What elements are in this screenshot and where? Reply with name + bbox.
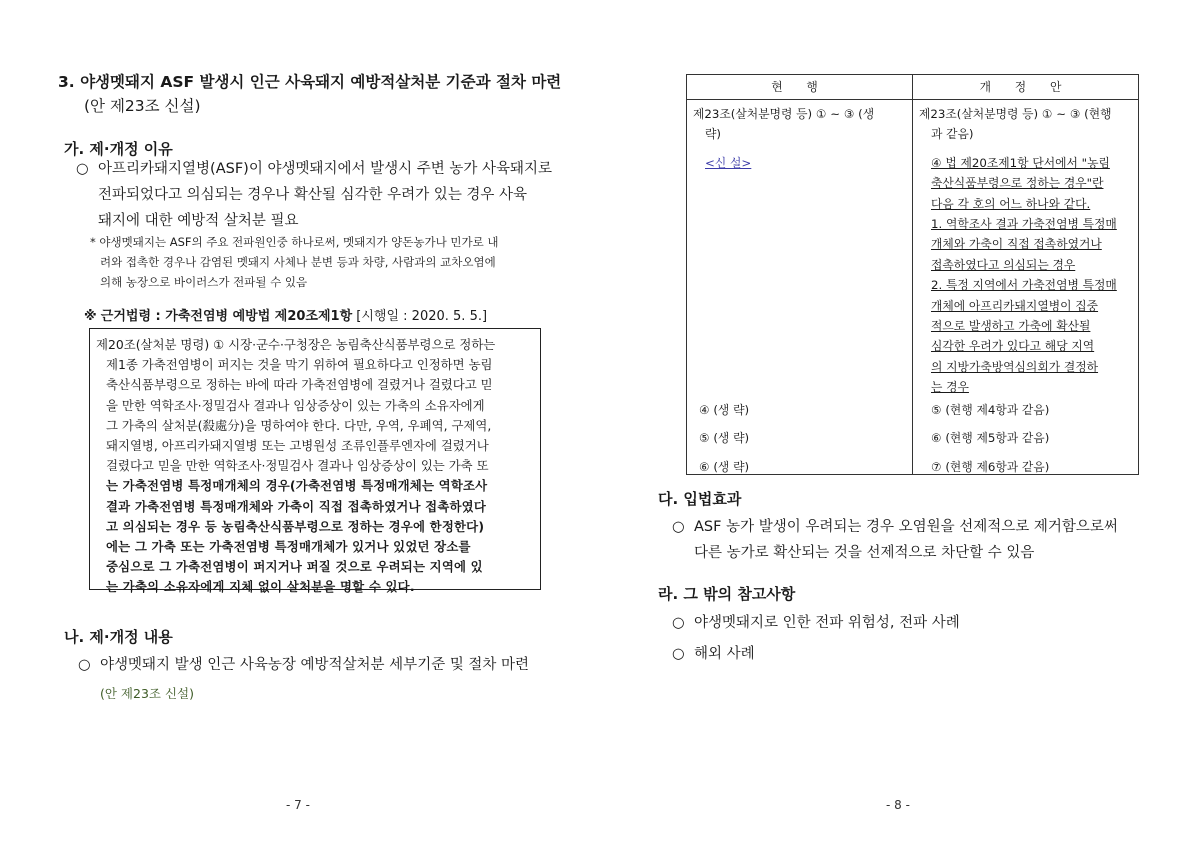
current-line: ⑥ (생 략)	[699, 459, 750, 474]
revised-line: 는 경우	[931, 380, 969, 395]
current-line: ④ (생 략)	[699, 403, 750, 417]
revised-line: 개체와 가축이 직접 접촉하였거나	[931, 237, 1102, 252]
legal-basis	[84, 305, 487, 324]
current-line: 략)	[705, 127, 721, 142]
current-line: 제23조(살처분명령 등) ① ~ ③ (생	[693, 107, 875, 121]
table-header-row	[687, 75, 1139, 100]
revised-line: 심각한 우려가 있다고 해당 지역	[931, 339, 1095, 354]
reference-mark: ※	[84, 309, 97, 324]
revised-line: 접촉하였다고 의심되는 경우	[931, 257, 1076, 272]
law-line: 제1종 가축전염병이 퍼지는 것을 막기 위하여 필요하다고 인정하면 농림	[106, 357, 493, 373]
revised-line: 적으로 발생하고 가축에 확산될	[931, 319, 1091, 334]
revised-line: 과 같음)	[931, 127, 974, 142]
page-number: - 7 -	[286, 798, 310, 812]
content-heading: 나. 제·개정 내용	[64, 628, 173, 646]
law-text-box	[89, 328, 541, 595]
table-row	[687, 100, 1139, 475]
content-bullet	[78, 652, 568, 678]
header-revised: 개 정 안	[913, 75, 1139, 100]
revised-line: 2. 특정 지역에서 가축전염병 특정매	[931, 278, 1117, 293]
bullet-mark: ○	[672, 646, 685, 662]
law-line-bold: 는 가축의 소유자에게 지체 없이 살처분을 명할 수 있다.	[106, 579, 415, 595]
bullet-mark: ○	[672, 615, 685, 631]
content-sub: (안 제23조 신설)	[100, 686, 194, 701]
reference-item-text: 야생멧돼지로 인한 전파 위험성, 전파 사례	[694, 615, 960, 631]
law-line-bold: 중심으로 그 가축전염병이 퍼지거나 퍼질 것으로 우려되는 지역에 있	[106, 559, 483, 575]
reason-line-2: 전파되었다고 의심되는 경우나 확산될 심각한 우려가 있는 경우 사육	[98, 187, 528, 203]
revised-line: ⑥ (현행 제5항과 같음)	[931, 431, 1050, 446]
law-line: 축산식품부령으로 정하는 바에 따라 가축전염병에 걸렸거나 걸렸다고 믿	[106, 377, 493, 393]
section-title: 3. 야생멧돼지 ASF 발생시 인근 사육돼지 예방적살처분 기준과 절차 마련	[58, 73, 562, 91]
reference-heading: 라. 그 밖의 참고사항	[658, 585, 796, 603]
law-line: 걸렸다고 믿을 만한 역학조사·정밀검사 결과나 임상증상이 있는 가축 또	[106, 458, 489, 474]
bullet-mark: ○	[76, 161, 89, 177]
law-line-bold: 에는 그 가축 또는 가축전염병 특정매개체가 있거나 있었던 장소를	[106, 539, 471, 555]
law-line: 돼지열병, 아프리카돼지열병 또는 고병원성 조류인플루엔자에 걸렸거나	[106, 438, 489, 454]
current-cell	[687, 100, 913, 475]
reference-item	[672, 641, 1152, 667]
current-rest	[699, 400, 749, 477]
reason-bullet	[76, 156, 576, 234]
law-line: 제20조(살처분 명령) ① 시장·군수·구청장은 농림축산식품부령으로 정하는	[96, 337, 496, 352]
footnote-line-1: * 야생멧돼지는 ASF의 주요 전파원인중 하나로써, 멧돼지가 양돈농가나 민가로 내	[90, 235, 499, 249]
revised-rest	[931, 400, 1049, 477]
new-provision-link[interactable]: <신 설>	[705, 155, 752, 170]
revised-line: 다음 각 호의 어느 하나와 같다.	[931, 196, 1091, 211]
revised-line: 축산식품부령으로 정하는 경우"란	[931, 176, 1104, 191]
law-line: 그 가축의 살처분(殺處分)을 명하여야 한다. 다만, 우역, 우폐역, 구제역,	[106, 417, 492, 433]
reason-line-3: 돼지에 대한 예방적 살처분 필요	[98, 213, 299, 229]
revised-line: 개체에 아프리카돼지열병이 집중	[931, 298, 1099, 313]
law-line-bold: 결과 가축전염병 특정매개체와 가축이 직접 접촉하였거나 접촉하였다	[106, 498, 486, 514]
revised-line: ⑦ (현행 제6항과 같음)	[931, 459, 1050, 474]
law-line-bold: 는 가축전염병 특정매개체의 경우(가축전염병 특정매개체는 역학조사	[106, 478, 488, 494]
footnote-line-3: 의해 농장으로 바이러스가 전파될 수 있음	[100, 275, 308, 289]
effect-line-1: ASF 농가 발생이 우려되는 경우 오염원을 선제적으로 제거함으로써	[694, 519, 1118, 535]
section-title-sub: (안 제23조 신설)	[84, 97, 201, 115]
reference-item	[672, 610, 1152, 636]
page-number: - 8 -	[886, 798, 910, 812]
footnote-line-2: 려와 접촉한 경우나 감염된 멧돼지 사체나 분변 등과 차량, 사람과의 교차오염에	[100, 255, 496, 269]
revised-line: ④ 법 제20조제1항 단서에서 "농림	[931, 155, 1110, 170]
legal-basis-label: 근거법령 : 가축전염병 예방법 제20조제1항	[100, 309, 353, 324]
reason-line-1: 아프리카돼지열병(ASF)이 야생멧돼지에서 발생시 주변 농가 사육돼지로	[98, 161, 553, 177]
bullet-mark: ○	[78, 657, 91, 673]
revised-line: 의 지방가축방역심의회가 결정하	[931, 359, 1099, 374]
revised-line: 1. 역학조사 결과 가축전염병 특정매	[931, 217, 1117, 232]
effective-date: [시행일 : 2020. 5. 5.]	[356, 309, 488, 324]
reason-heading: 가. 제·개정 이유	[64, 140, 173, 158]
law-line: 을 만한 역학조사·정밀검사 결과나 임상증상이 있는 가축의 소유자에게	[106, 397, 485, 413]
reference-item-text: 해외 사례	[694, 646, 755, 662]
effect-heading: 다. 입법효과	[658, 490, 742, 508]
header-current: 현 행	[687, 75, 913, 100]
revised-cell	[913, 100, 1139, 475]
law-line-bold: 고 의심되는 경우 등 농림축산식품부령으로 정하는 경우에 한정한다)	[106, 518, 485, 534]
revised-line: 제23조(살처분명령 등) ① ~ ③ (현행	[919, 107, 1112, 121]
content-bullet-text: 야생멧돼지 발생 인근 사육농장 예방적살처분 세부기준 및 절차 마련	[100, 657, 530, 673]
bullet-mark: ○	[672, 519, 685, 535]
effect-line-2: 다른 농가로 확산되는 것을 선제적으로 차단할 수 있음	[694, 545, 1035, 561]
revised-new-provision	[919, 153, 1132, 398]
current-line: ⑤ (생 략)	[699, 431, 750, 446]
comparison-table	[686, 74, 1139, 475]
effect-bullet	[672, 514, 1172, 566]
footnote	[90, 232, 560, 292]
revised-line: ⑤ (현행 제4항과 같음)	[931, 403, 1050, 417]
